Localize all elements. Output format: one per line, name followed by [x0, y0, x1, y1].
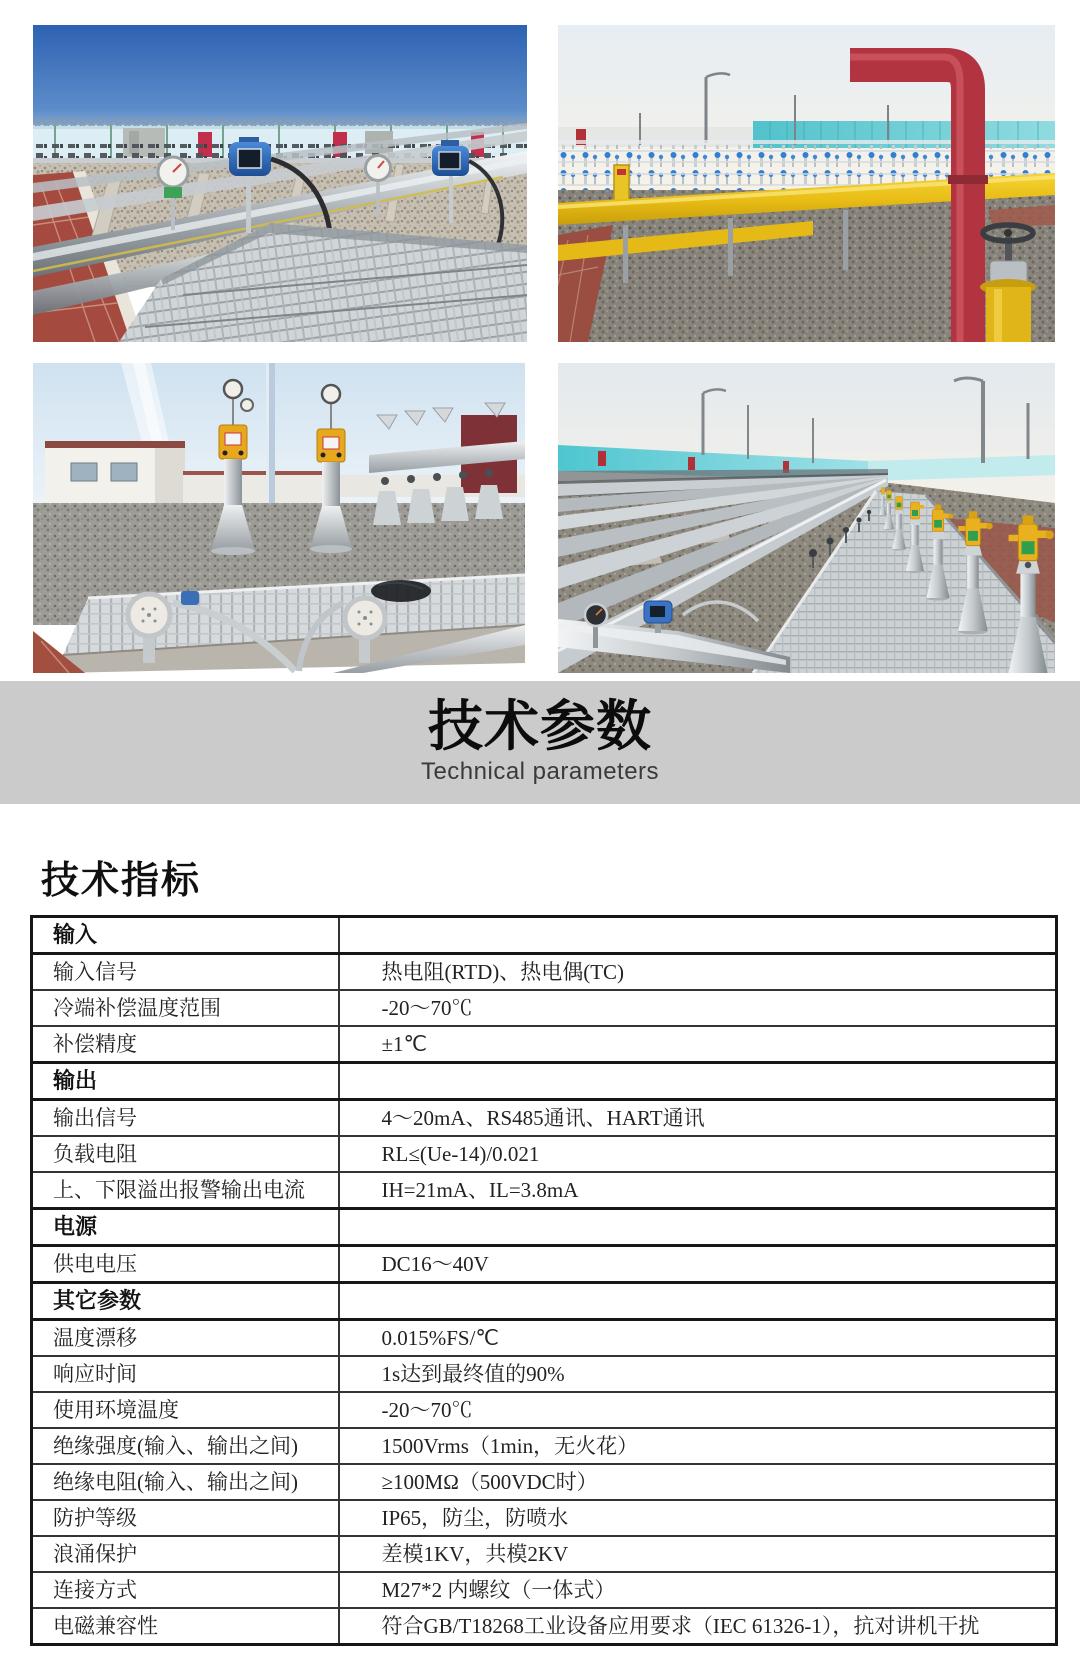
table-row: [32, 1100, 1057, 1137]
spec-label-cell: 温度漂移: [32, 1320, 339, 1357]
metering-skid-illustration: [33, 363, 525, 673]
pipeline-field-photo: [33, 25, 527, 342]
table-row: [32, 1356, 1057, 1392]
spec-label-cell: 使用环境温度: [32, 1392, 339, 1428]
table-section-row: [32, 1209, 1057, 1246]
spec-value-cell: RL≤(Ue-14)/0.021: [339, 1136, 1057, 1172]
spec-label-cell: 连接方式: [32, 1572, 339, 1608]
spec-label-cell: 绝缘电阻(输入、输出之间): [32, 1464, 339, 1500]
spec-label-cell: 浪涌保护: [32, 1536, 339, 1572]
spec-value-cell: 1500Vrms（1min，无火花）: [339, 1428, 1057, 1464]
table-row: [32, 954, 1057, 991]
spec-value-cell: ≥100MΩ（500VDC时）: [339, 1464, 1057, 1500]
table-row: [32, 1536, 1057, 1572]
table-row: [32, 1172, 1057, 1209]
spec-value-cell: [339, 1209, 1057, 1246]
section-banner: [0, 681, 1080, 804]
table-row: [32, 1026, 1057, 1063]
table-row: [32, 990, 1057, 1026]
spec-heading: 技术指标: [41, 860, 202, 902]
spec-value-cell: -20～70℃: [339, 990, 1057, 1026]
spec-label-cell: 输入: [32, 917, 339, 954]
spec-label-cell: 供电电压: [32, 1246, 339, 1283]
spec-value-cell: -20～70℃: [339, 1392, 1057, 1428]
table-row: [32, 1572, 1057, 1608]
pipeline-field-illustration: [33, 25, 527, 342]
spec-label-cell: 电磁兼容性: [32, 1608, 339, 1645]
table-row: [32, 1464, 1057, 1500]
white-building: [45, 441, 185, 513]
table-row: [32, 1428, 1057, 1464]
spec-value-cell: 4～20mA、RS485通讯、HART通讯: [339, 1100, 1057, 1137]
spec-value-cell: IH=21mA、IL=3.8mA: [339, 1172, 1057, 1209]
spec-value-cell: IP65，防尘，防喷水: [339, 1500, 1057, 1536]
banner-title: 技术参数: [427, 695, 652, 757]
spec-label-cell: 输入信号: [32, 954, 339, 991]
metering-skid-photo: [33, 363, 525, 673]
spec-value-cell: [339, 1063, 1057, 1100]
spec-value-cell: 符合GB/T18268工业设备应用要求（IEC 61326-1），抗对讲机干扰: [339, 1608, 1057, 1645]
spec-label-cell: 绝缘强度(输入、输出之间): [32, 1428, 339, 1464]
spec-label-cell: 补偿精度: [32, 1026, 339, 1063]
spec-table: [30, 915, 1058, 1646]
spec-value-cell: 0.015%FS/℃: [339, 1320, 1057, 1357]
spec-value-cell: 热电阻(RTD)、热电偶(TC): [339, 954, 1057, 991]
spec-label-cell: 负载电阻: [32, 1136, 339, 1172]
spec-value-cell: 差模1KV，共模2KV: [339, 1536, 1057, 1572]
spec-label-cell: 电源: [32, 1209, 339, 1246]
regulator-row-photo: [558, 363, 1055, 673]
table-row: [32, 1392, 1057, 1428]
table-row: [32, 1136, 1057, 1172]
table-section-row: [32, 1063, 1057, 1100]
spec-label-cell: 防护等级: [32, 1500, 339, 1536]
table-section-row: [32, 917, 1057, 954]
station-yard-illustration: [558, 25, 1055, 342]
station-yard-photo: [558, 25, 1055, 342]
table-section-row: [32, 1283, 1057, 1320]
spec-value-cell: DC16～40V: [339, 1246, 1057, 1283]
table-row: [32, 1500, 1057, 1536]
spec-value-cell: M27*2 内螺纹（一体式）: [339, 1572, 1057, 1608]
table-row: [32, 1246, 1057, 1283]
banner-subtitle: Technical parameters: [420, 758, 660, 786]
spec-value-cell: ±1℃: [339, 1026, 1057, 1063]
spec-label-cell: 上、下限溢出报警输出电流: [32, 1172, 339, 1209]
regulator-row-illustration: [558, 363, 1055, 673]
spec-value-cell: [339, 1283, 1057, 1320]
spec-value-cell: 1s达到最终值的90%: [339, 1356, 1057, 1392]
spec-label-cell: 冷端补偿温度范围: [32, 990, 339, 1026]
barbed-wire: [33, 117, 527, 126]
spec-label-cell: 其它参数: [32, 1283, 339, 1320]
table-row: [32, 1608, 1057, 1645]
table-row: [32, 1320, 1057, 1357]
spec-label-cell: 响应时间: [32, 1356, 339, 1392]
spec-value-cell: [339, 917, 1057, 954]
spec-label-cell: 输出: [32, 1063, 339, 1100]
spec-label-cell: 输出信号: [32, 1100, 339, 1137]
